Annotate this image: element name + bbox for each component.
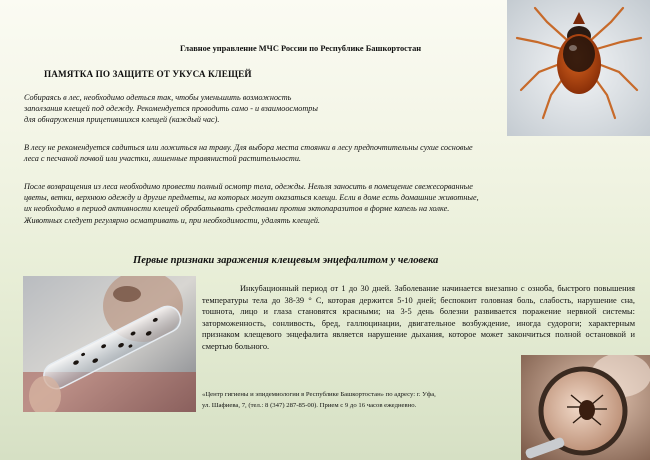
paragraph-line: Животных следует регулярно осматривать и, при необходимости, удалять клещей. — [24, 215, 320, 225]
paragraph-return — [24, 181, 479, 226]
contact-footer — [202, 390, 436, 411]
paragraph-line: для обнаружения прицепившихся клещей (каждый час). — [24, 115, 220, 125]
paragraph-line: Собираясь в лес, необходимо одеться так, чтобы уменьшить возможность — [24, 93, 292, 102]
tick-photo — [507, 0, 650, 136]
paragraph-line: леса с песчаной почвой или участки, лишенные травянистой растительности. — [24, 154, 301, 164]
paragraph-forest — [24, 142, 473, 164]
footer-line: ул. Шафиева, 7, (тел.: 8 (347) 287-85-00). Прием с 9 до 16 часов ежедневно. — [202, 401, 417, 409]
test-tube-photo — [23, 276, 196, 412]
document-header: Главное управление МЧС России по Республике Башкортостан — [180, 44, 422, 53]
paragraph-line: После возвращения из леса необходимо провести полный осмотр тела, одежды. Нельзя заносить в помещение свежесорванные — [24, 182, 473, 191]
magnifier-photo — [521, 355, 650, 460]
symptoms-text: Инкубационный период от 1 до 30 дней. Заболевание начинается внезапно с озноба, быстрого повышения температуры тела до 38-39 ° С, которая держится 5-10 дней; беспокоит головная боль, слабость, нарушение сна, тошнота, лицо и глаза становятся красными; на 3-5 день болезни развивается поражение нервной системы: заторможенность, сонливость, бред, галлюцинации, двигательное возбуждение, иногда судороги; характерным признаком клещевого энцефалита является нарушение дыхания, которое может закончиться полной остановкой и смертью больного. — [202, 284, 635, 351]
document-title: ПАМЯТКА ПО ЗАЩИТЕ ОТ УКУСА КЛЕЩЕЙ — [44, 69, 252, 79]
section-subtitle: Первые признаки заражения клещевым энцефалитом у человека — [133, 255, 439, 266]
paragraph-dress — [24, 92, 318, 126]
paragraph-line: их необходимо в период активности клещей обрабатывать средствами против эктопаразитов в форме капель на холке. — [24, 204, 450, 214]
paragraph-line: заползания клещей под одежду. Рекомендуется проводить само - и взаимоосмотры — [24, 104, 318, 114]
footer-line: «Центр гигиены и эпидемиологии в Республике Башкортостан» по адресу: г. Уфа, — [202, 391, 436, 398]
paragraph-line: цветы, ветки, верхнюю одежду и другие предметы, на которых могут оказаться клещи. Если в доме есть домашние животные, — [24, 193, 479, 203]
paragraph-line: В лесу не рекомендуется садиться или ложиться на траву. Для выбора места стоянки в лесу предпочтительны сухие сосновые — [24, 143, 473, 152]
